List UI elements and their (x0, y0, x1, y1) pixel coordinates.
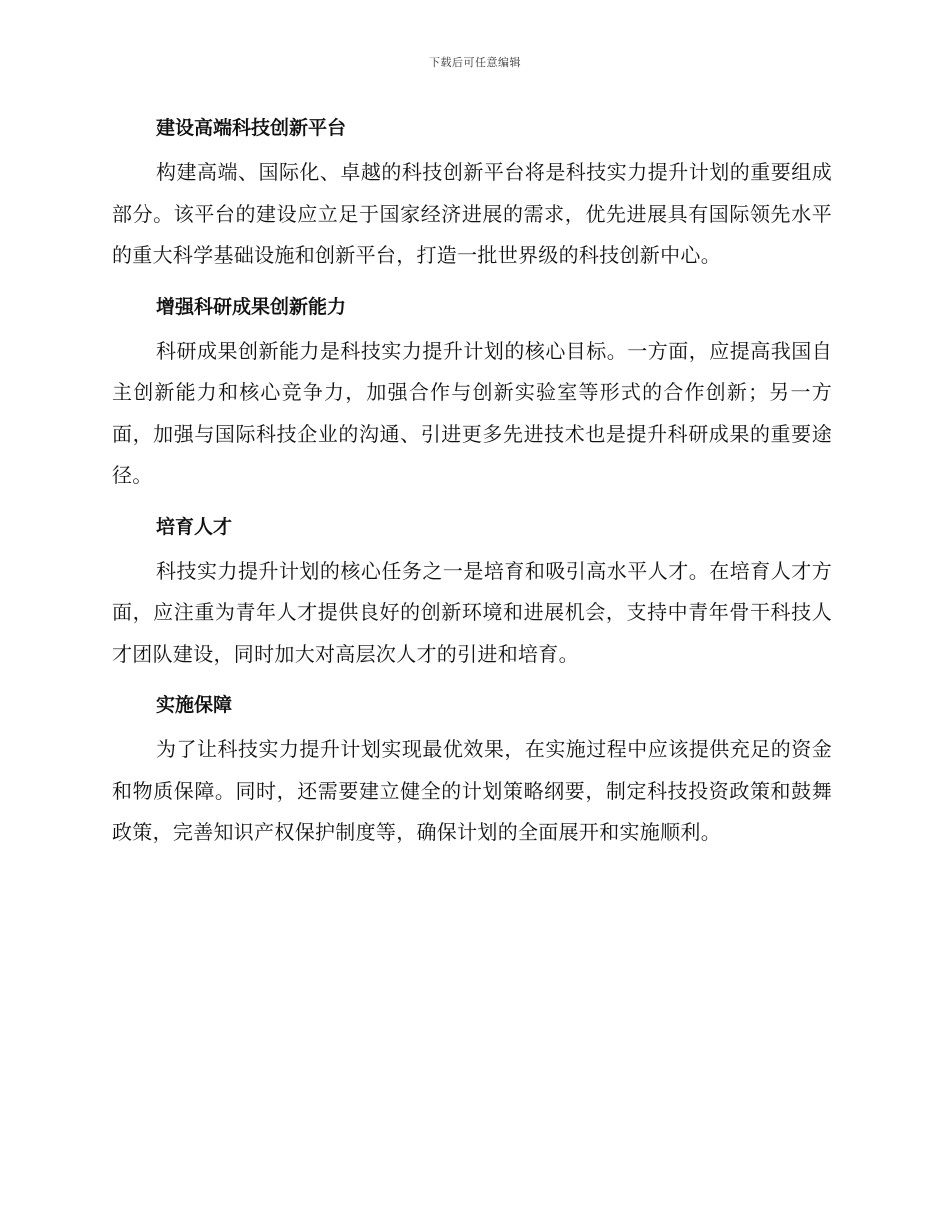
section-paragraph: 科研成果创新能力是科技实力提升计划的核心目标。一方面，应提高我国自主创新能力和核心竞争力，加强合作与创新实验室等形式的合作创新；另一方面，加强与国际科技企业的沟通、引进更多先进技术也是提升科研成果的重要途径。 (112, 338, 832, 487)
section-heading: 建设高端科技创新平台 (156, 117, 347, 139)
section-paragraph: 为了让科技实力提升计划实现最优效果，在实施过程中应该提供充足的资金和物质保障。同时，还需要建立健全的计划策略纲要，制定科技投资政策和鼓舞政策，完善知识产权保护制度等，确保计划的全面展开和实施顺利。 (112, 737, 832, 844)
section-talent (112, 509, 832, 676)
section-heading: 增强科研成果创新能力 (156, 295, 347, 318)
page-header: 下载后可任意编辑 (429, 56, 521, 69)
section-innovation (112, 289, 832, 497)
section-heading: 培育人才 (156, 515, 233, 538)
section-paragraph: 科技实力提升计划的核心任务之一是培育和吸引高水平人才。在培育人才方面，应注重为青年人才提供良好的创新环境和进展机会，支持中青年骨干科技人才团队建设，同时加大对高层次人才的引进和培育。 (112, 558, 832, 666)
section-paragraph: 构建高端、国际化、卓越的科技创新平台将是科技实力提升计划的重要组成部分。该平台的建设应立足于国家经济进展的需求，优先进展具有国际领先水平的重大科学基础设施和创新平台，打造一批世界级的科技创新中心。 (112, 160, 832, 267)
section-guarantee (112, 687, 832, 854)
section-platform (112, 110, 832, 277)
section-heading: 实施保障 (156, 694, 233, 716)
document-body (112, 110, 832, 866)
